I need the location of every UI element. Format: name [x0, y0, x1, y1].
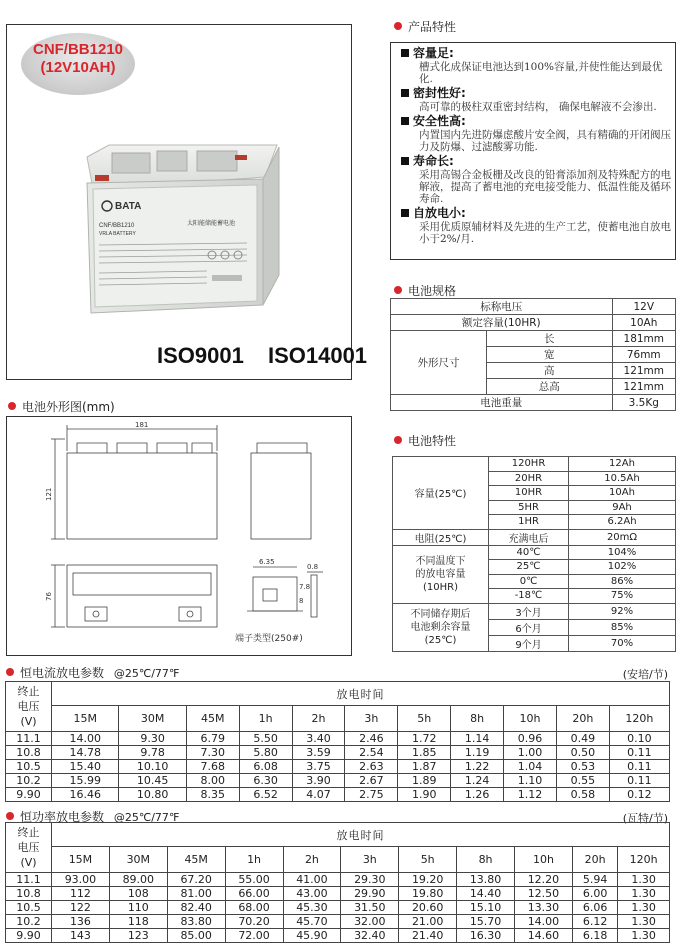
table-cell: 2.75 [345, 788, 398, 802]
table-row [6, 915, 670, 929]
table-cell: 6.18 [572, 929, 617, 943]
square-bullet-icon [401, 157, 409, 165]
end-voltage-cell: 9.90 [6, 788, 52, 802]
characteristics-section-title: 电池特性 [394, 432, 456, 449]
dim-height: 121 [45, 487, 53, 501]
table-cell: 67.20 [167, 873, 225, 887]
terminal-minus-icon [187, 611, 193, 617]
table-cell: 19.20 [399, 873, 457, 887]
characteristics-table [392, 456, 676, 652]
bullet-dot-icon [394, 436, 402, 444]
table-row [6, 887, 670, 901]
table-row [6, 788, 670, 802]
table-cell: 89.00 [109, 873, 167, 887]
table-cell: 6.12 [572, 915, 617, 929]
table-row: 外形尺寸 长 181mm [391, 331, 676, 347]
battery-label-type: VRLA BATTERY [99, 231, 136, 237]
table-cell: 43.00 [283, 887, 341, 901]
table-cell: 32.40 [341, 929, 399, 943]
table-row: 9个月 70% [393, 635, 676, 651]
table-cell: 14.78 [52, 746, 119, 760]
table-cell: 0.53 [556, 760, 609, 774]
current-unit: (安培/节) [622, 668, 668, 681]
table-cell: 1.30 [618, 873, 670, 887]
table-cell: 1.72 [398, 732, 451, 746]
table-cell: 93.00 [52, 873, 110, 887]
table-cell: 21.40 [399, 929, 457, 943]
table-row: 1HR 6.2Ah [393, 515, 676, 530]
feature-text: 槽式化成保证电池达到100%容量,并使性能达到最优化. [419, 61, 663, 85]
feature-heading: 寿命长: [401, 154, 671, 169]
table-cell: 0.58 [556, 788, 609, 802]
feature-heading: 自放电小: [401, 206, 671, 221]
table-cell: 1.10 [504, 774, 557, 788]
front-view [67, 453, 217, 539]
product-photo-panel [6, 24, 368, 380]
end-voltage-cell: 10.8 [6, 746, 52, 760]
table-row [6, 901, 670, 915]
table-cell: 14.00 [515, 915, 573, 929]
table-cell: 6.06 [572, 901, 617, 915]
table-cell: 2.67 [345, 774, 398, 788]
bullet-dot-icon [394, 286, 402, 294]
table-cell: 1.19 [451, 746, 504, 760]
table-cell: 81.00 [167, 887, 225, 901]
table-cell: 1.30 [618, 901, 670, 915]
battery-brand-text: BATA [115, 201, 142, 212]
table-cell: 123 [109, 929, 167, 943]
battery-label-cn: 太阳能储能蓄电池 [187, 220, 236, 227]
table-cell: 1.87 [398, 760, 451, 774]
table-cell: 85.00 [167, 929, 225, 943]
features-panel [390, 42, 676, 260]
table-cell: 16.30 [457, 929, 515, 943]
table-cell: 5.80 [239, 746, 292, 760]
table-cell: 45.90 [283, 929, 341, 943]
table-cell: 16.46 [52, 788, 119, 802]
table-cell: 8.00 [186, 774, 239, 788]
end-voltage-cell: 10.2 [6, 774, 52, 788]
table-cell: 9.78 [119, 746, 186, 760]
feature-heading: 容量足: [401, 46, 671, 61]
table-cell: 15.70 [457, 915, 515, 929]
table-cell: 1.90 [398, 788, 451, 802]
table-row [6, 774, 670, 788]
bullet-dot-icon [6, 668, 14, 676]
current-discharge-table [5, 681, 670, 802]
table-cell: 10.10 [119, 760, 186, 774]
table-cell: 1.26 [451, 788, 504, 802]
table-cell: 1.22 [451, 760, 504, 774]
model-badge [21, 33, 135, 95]
table-cell: 10.80 [119, 788, 186, 802]
dim-terminal-width: 6.35 [259, 558, 275, 566]
table-cell: 1.04 [504, 760, 557, 774]
table-cell: 110 [109, 901, 167, 915]
table-cell: 0.12 [609, 788, 669, 802]
table-row [6, 873, 670, 887]
table-row [6, 746, 670, 760]
table-cell: 3.75 [292, 760, 345, 774]
end-voltage-cell: 11.1 [6, 732, 52, 746]
table-cell: 1.85 [398, 746, 451, 760]
feature-heading: 密封性好: [401, 86, 671, 101]
table-cell: 15.40 [52, 760, 119, 774]
table-cell: 4.07 [292, 788, 345, 802]
table-cell: 6.52 [239, 788, 292, 802]
table-row [6, 732, 670, 746]
table-cell: 6.30 [239, 774, 292, 788]
table-row [6, 760, 670, 774]
square-bullet-icon [401, 89, 409, 97]
table-cell: 118 [109, 915, 167, 929]
table-cell: 1.30 [618, 887, 670, 901]
square-bullet-icon [401, 117, 409, 125]
table-cell: 6.00 [572, 887, 617, 901]
outline-diagram-panel [6, 416, 352, 656]
bullet-dot-icon [8, 402, 16, 410]
dim-terminal-h2: 8 [299, 597, 304, 605]
features-section-title: 产品特性 [394, 18, 456, 35]
table-row: 额定容量(10HR) 10Ah [391, 315, 676, 331]
cert-iso9001: ISO9001 [157, 343, 244, 368]
table-cell: 15.10 [457, 901, 515, 915]
time-header: 放电时间 [52, 682, 670, 706]
table-cell: 0.11 [609, 746, 669, 760]
end-voltage-cell: 11.1 [6, 873, 52, 887]
model-spec: (12V10AH) [40, 59, 116, 76]
table-row: 标称电压 12V [391, 299, 676, 315]
table-cell: 20.60 [399, 901, 457, 915]
table-row: 10HR 10Ah [393, 486, 676, 501]
dim-terminal-h1: 7.8 [299, 583, 311, 591]
feature-text: 采用优质原辅材料及先进的生产工艺，使蓄电池自放电小于2%/月. [419, 221, 671, 245]
table-row: 5HR 9Ah [393, 500, 676, 515]
feature-text: 采用高锡合金板栅及改良的铅膏添加剂及特殊配方的电解液，提高了蓄电池的充电接受能力、低温性能及循环寿命. [419, 169, 671, 205]
cert-iso14001: ISO14001 [267, 343, 368, 368]
outline-drawing [7, 417, 353, 657]
table-row: -18℃ 75% [393, 589, 676, 604]
table-cell: 7.30 [186, 746, 239, 760]
table-row: 总高 121mm [391, 379, 676, 395]
end-voltage-cell: 10.8 [6, 887, 52, 901]
table-cell: 31.50 [341, 901, 399, 915]
square-bullet-icon [401, 49, 409, 57]
table-row: 容量(25℃) 120HR 12Ah [393, 457, 676, 472]
table-cell: 1.00 [504, 746, 557, 760]
table-cell: 2.54 [345, 746, 398, 760]
table-cell: 45.30 [283, 901, 341, 915]
model-name: CNF/BB1210 [32, 41, 124, 58]
power-unit: (瓦特/节) [622, 812, 668, 825]
table-cell: 29.30 [341, 873, 399, 887]
table-row: 25℃ 102% [393, 560, 676, 575]
table-cell: 55.00 [225, 873, 283, 887]
table-cell: 15.99 [52, 774, 119, 788]
table-row: 不同储存期后 电池剩余容量 (25℃) 3个月 92% [393, 603, 676, 619]
table-header-row: 终止 电压 (V) 放电时间 [6, 823, 670, 847]
spec-table [390, 298, 676, 411]
table-row: 不同温度下 的放电容量 (10HR) 40℃ 104% [393, 545, 676, 560]
table-header-row: 15M 30M 45M 1h 2h 3h 5h 8h 10h 20h 120h [6, 706, 670, 732]
power-discharge-table [5, 822, 670, 943]
square-bullet-icon [401, 209, 409, 217]
table-cell: 3.90 [292, 774, 345, 788]
table-cell: 5.94 [572, 873, 617, 887]
table-cell: 68.00 [225, 901, 283, 915]
table-cell: 72.00 [225, 929, 283, 943]
table-cell: 1.30 [618, 929, 670, 943]
dim-length: 181 [135, 421, 149, 429]
feature-heading: 安全性高: [401, 114, 671, 129]
table-cell: 108 [109, 887, 167, 901]
feature-text: 内置国内先进防爆虑酸片安全阀，具有精确的开闭阀压力及防爆、过滤酸雾功能. [419, 129, 671, 153]
barcode [212, 275, 242, 281]
table-cell: 7.68 [186, 760, 239, 774]
table-cell: 14.00 [52, 732, 119, 746]
dim-width: 76 [45, 592, 53, 601]
table-cell: 66.00 [225, 887, 283, 901]
table-cell: 2.46 [345, 732, 398, 746]
diagram-section-title: 电池外形图(mm) [8, 398, 115, 415]
feature-text: 高可靠的极柱双重密封结构， 确保电解液不会渗出. [419, 101, 657, 113]
table-cell: 12.50 [515, 887, 573, 901]
table-header-row: 终止 电压 (V) 放电时间 [6, 682, 670, 706]
power-discharge-title: 恒功率放电参数 @25℃/77℉ [6, 808, 179, 825]
table-cell: 2.63 [345, 760, 398, 774]
table-cell: 41.00 [283, 873, 341, 887]
table-cell: 13.80 [457, 873, 515, 887]
table-cell: 0.10 [609, 732, 669, 746]
table-row: 电阻(25℃) 充满电后 20mΩ [393, 529, 676, 545]
table-row: 6个月 85% [393, 619, 676, 635]
table-row: 宽 76mm [391, 347, 676, 363]
table-cell: 112 [52, 887, 110, 901]
table-cell: 82.40 [167, 901, 225, 915]
table-header-row: 15M 30M 45M 1h 2h 3h 5h 8h 10h 20h 120h [6, 847, 670, 873]
terminal-type-label: 端子类型(250#) [235, 634, 303, 644]
current-discharge-title: 恒电流放电参数 @25℃/77℉ [6, 664, 179, 681]
table-row: 0℃ 86% [393, 574, 676, 589]
table-cell: 83.80 [167, 915, 225, 929]
time-header: 放电时间 [52, 823, 670, 847]
table-cell: 1.89 [398, 774, 451, 788]
spec-section-title: 电池规格 [394, 282, 456, 299]
table-cell: 143 [52, 929, 110, 943]
end-voltage-cell: 9.90 [6, 929, 52, 943]
table-cell: 14.60 [515, 929, 573, 943]
table-cell: 6.79 [186, 732, 239, 746]
table-cell: 1.24 [451, 774, 504, 788]
terminal-plus-icon [93, 611, 99, 617]
table-row: 电池重量 3.5Kg [391, 395, 676, 411]
top-view [67, 565, 217, 627]
table-cell: 13.30 [515, 901, 573, 915]
table-row: 高 121mm [391, 363, 676, 379]
table-cell: 70.20 [225, 915, 283, 929]
table-cell: 1.14 [451, 732, 504, 746]
table-cell: 1.12 [504, 788, 557, 802]
side-view [251, 453, 311, 539]
table-cell: 122 [52, 901, 110, 915]
table-cell: 0.50 [556, 746, 609, 760]
table-cell: 8.35 [186, 788, 239, 802]
table-cell: 5.50 [239, 732, 292, 746]
table-cell: 9.30 [119, 732, 186, 746]
table-cell: 19.80 [399, 887, 457, 901]
table-cell: 136 [52, 915, 110, 929]
end-voltage-cell: 10.2 [6, 915, 52, 929]
table-cell: 32.00 [341, 915, 399, 929]
table-cell: 0.49 [556, 732, 609, 746]
table-cell: 6.08 [239, 760, 292, 774]
dim-terminal-thickness: 0.8 [307, 563, 319, 571]
end-voltage-cell: 10.5 [6, 901, 52, 915]
table-cell: 45.70 [283, 915, 341, 929]
table-cell: 1.30 [618, 915, 670, 929]
table-cell: 3.59 [292, 746, 345, 760]
table-cell: 10.45 [119, 774, 186, 788]
battery-photo [7, 105, 353, 355]
certifications [157, 343, 385, 369]
table-cell: 3.40 [292, 732, 345, 746]
end-voltage-cell: 10.5 [6, 760, 52, 774]
table-cell: 21.00 [399, 915, 457, 929]
table-row: 20HR 10.5Ah [393, 471, 676, 486]
table-cell: 14.40 [457, 887, 515, 901]
table-cell: 0.11 [609, 774, 669, 788]
table-cell: 0.11 [609, 760, 669, 774]
bullet-dot-icon [6, 812, 14, 820]
table-cell: 0.55 [556, 774, 609, 788]
table-cell: 29.90 [341, 887, 399, 901]
battery-label-model: CNF/BB1210 [99, 223, 135, 229]
bullet-dot-icon [394, 22, 402, 30]
table-cell: 12.20 [515, 873, 573, 887]
terminal-drawing [253, 577, 297, 611]
table-row [6, 929, 670, 943]
table-cell: 0.96 [504, 732, 557, 746]
